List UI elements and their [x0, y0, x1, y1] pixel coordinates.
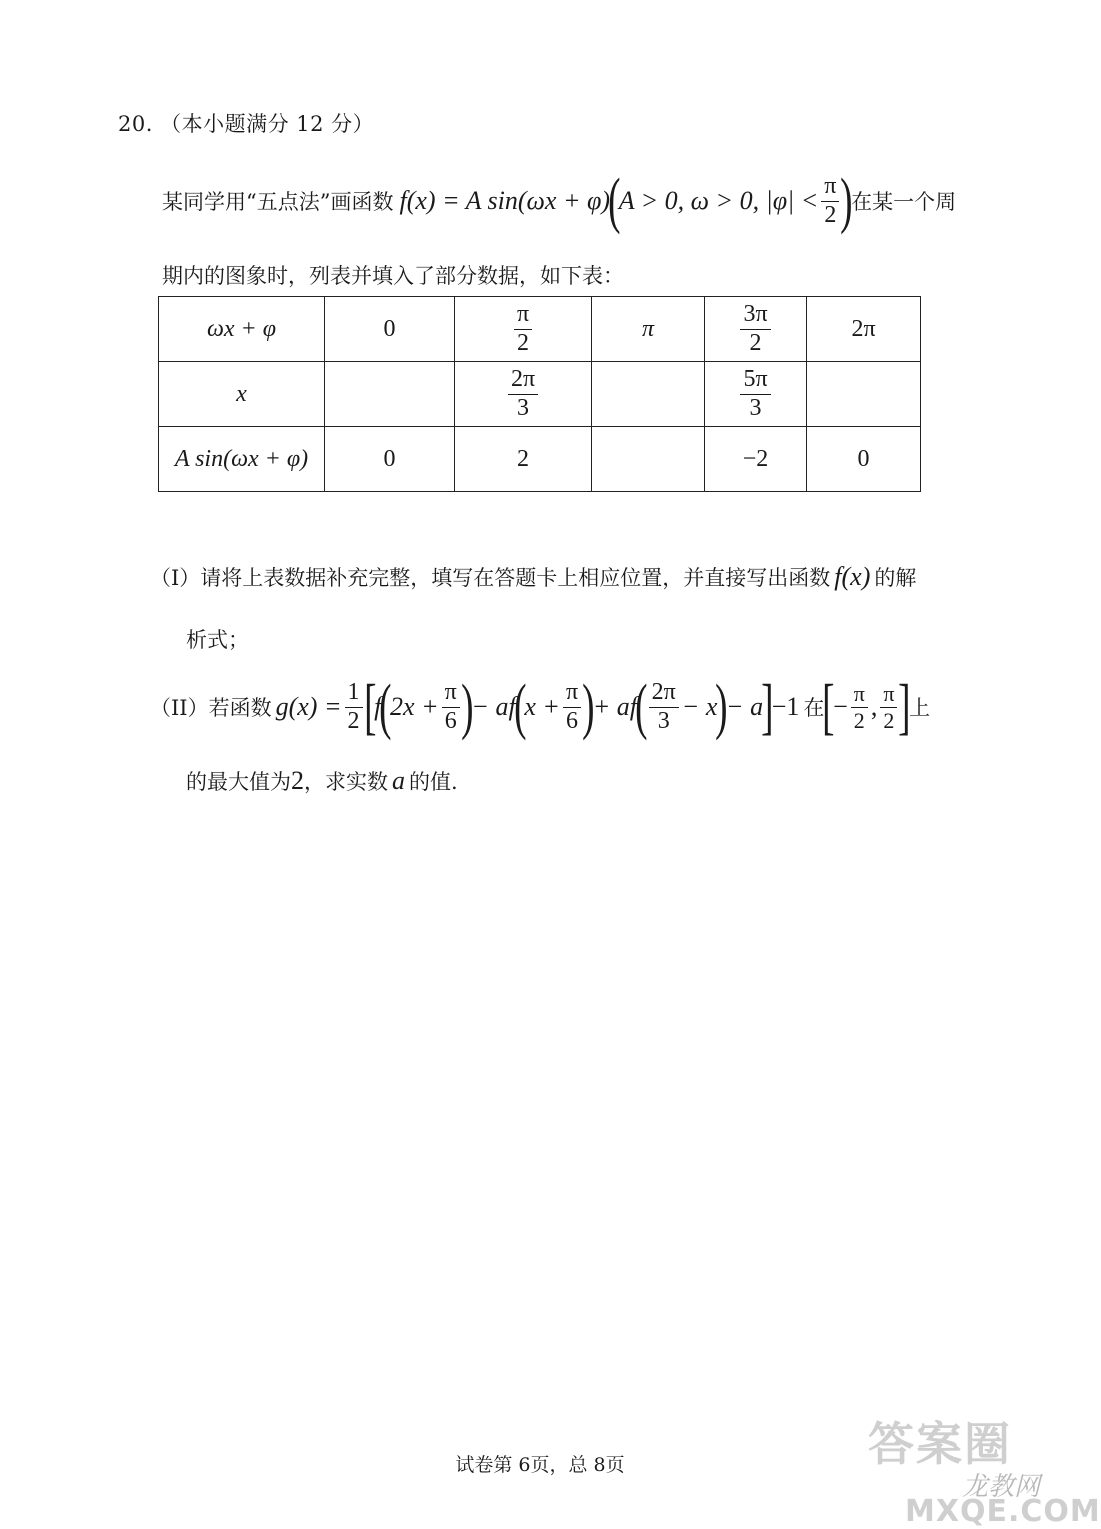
gx-symbol: g(x) =: [275, 692, 342, 721]
fraction-numerator: π: [563, 679, 581, 708]
fraction-numerator: π: [514, 301, 532, 330]
part-1-line-2: 析式；: [186, 628, 249, 652]
shang-text: 上: [909, 696, 931, 720]
fraction-numerator: 3π: [740, 301, 770, 330]
table-cell: [325, 362, 455, 427]
function-definition: f(x) = A sin(ωx + φ): [399, 186, 611, 215]
pi-over-2-fraction: [821, 173, 839, 229]
term-x: x +: [524, 692, 560, 721]
zai-text: 在: [803, 696, 825, 720]
part-2-text-c: 的值.: [409, 770, 458, 794]
table-row: [159, 297, 921, 362]
right-paren: ): [582, 673, 595, 741]
pi-over-6-fraction: [442, 679, 460, 735]
watermark-logo: MXQE.COM: [905, 1494, 1101, 1529]
right-paren: ): [715, 673, 728, 741]
right-paren: ): [460, 673, 474, 741]
part-1-text: （I）请将上表数据补充完整，填写在答题卡上相应位置，并直接写出函数: [150, 566, 831, 590]
pi-over-6-fraction: [563, 679, 581, 735]
cell-fraction: [508, 366, 538, 422]
table-cell: −2: [705, 427, 807, 492]
fraction-numerator: 1: [345, 679, 363, 708]
interval-left-bracket: [: [822, 673, 835, 741]
half-fraction: [345, 679, 363, 735]
table-cell: [455, 297, 592, 362]
fraction-denominator: 2: [853, 707, 865, 733]
intro-tail: 在某一个周: [851, 190, 957, 214]
pi-over-2-fraction: [851, 681, 868, 733]
interval-right-bracket: ]: [898, 673, 911, 741]
fraction-denominator: 2: [517, 329, 529, 356]
left-paren: (: [513, 673, 527, 741]
table-cell: 0: [325, 297, 455, 362]
page-footer: 试卷第 6页，总 8页: [455, 1454, 625, 1476]
row-header: x: [159, 362, 325, 427]
fraction-denominator: 2: [749, 329, 762, 356]
right-paren: ): [840, 167, 853, 235]
five-point-table: [158, 296, 921, 492]
left-paren: (: [635, 673, 648, 741]
fraction-denominator: 2: [347, 707, 360, 734]
parameter-condition: A > 0, ω > 0, |φ| <: [618, 186, 819, 215]
fraction-denominator: 6: [444, 707, 457, 734]
fraction-numerator: 2π: [508, 366, 538, 395]
part-2-label: （II）若函数: [150, 696, 272, 720]
minus-a: − a: [726, 692, 764, 721]
minus-x: − x: [681, 692, 718, 721]
part-2-line: [150, 673, 931, 741]
fraction-denominator: 2: [883, 707, 895, 733]
cell-fraction: [740, 366, 770, 422]
negative-sign: −: [833, 692, 848, 721]
minus-one: −1: [771, 692, 800, 721]
two-pi-over-3-fraction: [649, 679, 679, 735]
plus-af: + af: [592, 692, 638, 721]
row-header: A sin(ωx + φ): [159, 427, 325, 492]
question-number: 20.: [118, 112, 153, 136]
watermark-logo: 龙教网: [962, 1472, 1041, 1502]
table-cell: 0: [807, 427, 921, 492]
fraction-denominator: 3: [749, 394, 762, 421]
table-cell: [592, 362, 705, 427]
table-cell: [455, 362, 592, 427]
table-row: [159, 362, 921, 427]
pi-over-2-fraction: [880, 681, 897, 733]
fraction-numerator: π: [851, 681, 868, 707]
fraction-denominator: 2: [824, 201, 837, 228]
fraction-denominator: 3: [657, 707, 670, 734]
table-cell: π: [592, 297, 705, 362]
max-value: 2: [291, 766, 304, 795]
table-cell: 2: [455, 427, 592, 492]
part-2-line-2: [186, 766, 458, 796]
left-paren: (: [608, 167, 621, 235]
term-2x: 2x +: [390, 692, 439, 721]
row-header: ωx + φ: [159, 297, 325, 362]
left-bracket: [: [363, 673, 377, 741]
question-intro-line-2: 期内的图象时，列表并填入了部分数据，如下表：: [162, 264, 624, 288]
f-symbol: f: [374, 692, 382, 721]
table-row: [159, 427, 921, 492]
fraction-numerator: π: [880, 681, 897, 707]
table-cell: 0: [325, 427, 455, 492]
question-header: [118, 108, 374, 138]
part-1-tail: 的解: [874, 566, 917, 590]
fraction-numerator: 2π: [649, 679, 679, 708]
fraction-denominator: 3: [517, 394, 529, 421]
intro-text: 某同学用“五点法”画函数: [162, 190, 394, 214]
table-cell: [705, 297, 807, 362]
question-intro-line: [162, 167, 957, 235]
fraction-numerator: π: [821, 173, 839, 202]
score-note: （本小题满分 12 分）: [160, 112, 375, 136]
part-2-text-b: ，求实数: [304, 770, 388, 794]
a-symbol: a: [392, 766, 405, 795]
table-cell: [592, 427, 705, 492]
table-cell: 2π: [807, 297, 921, 362]
cell-fraction: [740, 301, 770, 357]
cell-fraction: [514, 301, 532, 357]
table-cell: [807, 362, 921, 427]
interval-comma: ,: [870, 692, 878, 721]
watermark-logo: 答案圈: [868, 1417, 1012, 1471]
fraction-numerator: π: [442, 679, 460, 708]
right-bracket: ]: [761, 673, 774, 741]
minus-af: − af: [471, 692, 516, 721]
part-2-text-a: 的最大值为: [186, 770, 291, 794]
table-cell: [705, 362, 807, 427]
fraction-denominator: 6: [566, 707, 579, 734]
part-1-line: [150, 562, 916, 592]
left-paren: (: [379, 673, 392, 741]
fraction-numerator: 5π: [740, 366, 770, 395]
fx-symbol: f(x): [834, 562, 871, 591]
